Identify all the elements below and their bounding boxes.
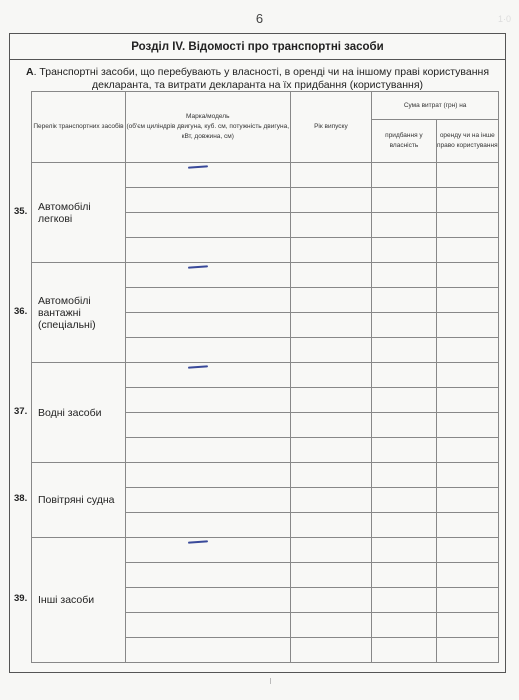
purchase-cell[interactable]	[372, 488, 436, 513]
category-number: 35.	[14, 205, 28, 217]
table-row	[32, 363, 499, 388]
rent-cell[interactable]	[436, 413, 498, 438]
purchase-cell[interactable]	[372, 388, 436, 413]
header-rent	[436, 120, 498, 163]
year-cell[interactable]	[290, 163, 372, 188]
year-cell[interactable]	[290, 213, 372, 238]
brand-cell[interactable]	[126, 313, 291, 338]
rent-cell[interactable]	[436, 163, 498, 188]
brand-cell[interactable]	[126, 563, 291, 588]
year-cell[interactable]	[290, 388, 372, 413]
rent-cell[interactable]	[436, 538, 498, 563]
purchase-cell[interactable]	[372, 338, 436, 363]
rent-cell[interactable]	[436, 613, 498, 638]
rent-cell[interactable]	[436, 488, 498, 513]
rent-cell[interactable]	[436, 463, 498, 488]
header-rent-label: оренду чи на інше право користування	[437, 132, 498, 149]
brand-cell[interactable]	[126, 463, 291, 488]
category-label: Автомобілі вантажні (спеціальні)	[38, 294, 96, 331]
header-purchase	[372, 120, 436, 163]
purchase-cell[interactable]	[372, 588, 436, 613]
header-brand-label: Марка/модель	[186, 113, 230, 120]
category-cell	[14, 163, 126, 263]
header-list	[32, 92, 126, 163]
category-number: 36.	[14, 305, 28, 317]
category-cell	[14, 463, 126, 538]
faint-page-mark: 1·0	[497, 14, 511, 24]
category-cell	[14, 538, 126, 663]
rent-cell[interactable]	[436, 363, 498, 388]
rent-cell[interactable]	[436, 513, 498, 538]
rent-cell[interactable]	[436, 438, 498, 463]
year-cell[interactable]	[290, 488, 372, 513]
purchase-cell[interactable]	[372, 638, 436, 663]
purchase-cell[interactable]	[372, 463, 436, 488]
year-cell[interactable]	[290, 563, 372, 588]
purchase-cell[interactable]	[372, 513, 436, 538]
handwritten-dash-mark	[188, 265, 208, 268]
brand-cell[interactable]	[126, 588, 291, 613]
header-expenses	[372, 92, 499, 120]
rent-cell[interactable]	[436, 238, 498, 263]
year-cell[interactable]	[290, 413, 372, 438]
year-cell[interactable]	[290, 638, 372, 663]
purchase-cell[interactable]	[372, 563, 436, 588]
header-year	[290, 92, 372, 163]
vehicles-table-body	[14, 163, 499, 663]
subheading-text: . Транспортні засоби, що перебувають у власності, в оренді чи на іншому праві користування декларанта, та витрати декларанта на їх придбання (користування)	[33, 66, 490, 91]
vehicles-table	[14, 91, 499, 663]
handwritten-dash-mark	[188, 365, 208, 368]
brand-cell[interactable]	[126, 338, 291, 363]
purchase-cell[interactable]	[372, 413, 436, 438]
subheading-letter: А	[25, 66, 34, 78]
rent-cell[interactable]	[436, 388, 498, 413]
category-number: 39.	[14, 593, 28, 604]
year-cell[interactable]	[290, 288, 372, 313]
table-row	[32, 163, 499, 188]
rent-cell[interactable]	[436, 588, 498, 613]
rent-cell[interactable]	[436, 213, 498, 238]
table-row	[32, 263, 499, 288]
header-brand-note: (об'єм циліндрів двигуна, куб. см, потужність двигуна, кВт, довжина, см)	[126, 123, 290, 140]
brand-cell[interactable]	[126, 513, 291, 538]
purchase-cell[interactable]	[372, 313, 436, 338]
year-cell[interactable]	[290, 363, 372, 388]
rent-cell[interactable]	[436, 263, 498, 288]
purchase-cell[interactable]	[372, 163, 436, 188]
brand-cell[interactable]	[126, 488, 291, 513]
handwritten-dash-mark	[188, 540, 208, 543]
year-cell[interactable]	[290, 513, 372, 538]
purchase-cell[interactable]	[372, 188, 436, 213]
header-brand	[126, 92, 291, 163]
brand-cell[interactable]	[126, 538, 291, 563]
brand-cell[interactable]	[126, 388, 291, 413]
rent-cell[interactable]	[436, 288, 498, 313]
brand-cell[interactable]	[126, 638, 291, 663]
table-row	[32, 538, 499, 563]
purchase-cell[interactable]	[372, 263, 436, 288]
purchase-cell[interactable]	[372, 438, 436, 463]
category-label: Повітряні судна	[38, 494, 115, 506]
purchase-cell[interactable]	[372, 213, 436, 238]
table-row	[32, 463, 499, 488]
year-cell[interactable]	[290, 613, 372, 638]
year-cell[interactable]	[290, 588, 372, 613]
purchase-cell[interactable]	[372, 538, 436, 563]
year-cell[interactable]	[290, 188, 372, 213]
year-cell[interactable]	[290, 538, 372, 563]
year-cell[interactable]	[290, 438, 372, 463]
category-number: 38.	[14, 493, 28, 504]
year-cell[interactable]	[290, 338, 372, 363]
category-cell	[14, 263, 126, 363]
brand-cell[interactable]	[126, 263, 291, 288]
purchase-cell[interactable]	[372, 238, 436, 263]
header-expenses-label: Сума витрат (грн) на	[403, 101, 467, 109]
section-subheading	[18, 66, 497, 92]
page-number: 6	[255, 11, 264, 26]
header-purchase-label: придбання у власність	[385, 132, 423, 149]
header-year-label: Рік випуску	[314, 123, 348, 130]
handwritten-dash-mark	[188, 165, 208, 168]
section-title: Розділ IV. Відомості про транспортні засоби	[10, 34, 505, 60]
brand-cell[interactable]	[126, 163, 291, 188]
rent-cell[interactable]	[436, 188, 498, 213]
year-cell[interactable]	[290, 313, 372, 338]
purchase-cell[interactable]	[372, 363, 436, 388]
header-list-label: Перелік транспортних засобів	[33, 123, 124, 130]
rent-cell[interactable]	[436, 563, 498, 588]
brand-cell[interactable]	[126, 613, 291, 638]
brand-cell[interactable]	[126, 413, 291, 438]
brand-cell[interactable]	[126, 363, 291, 388]
year-cell[interactable]	[290, 238, 372, 263]
category-label: Інші засоби	[38, 594, 95, 606]
brand-cell[interactable]	[126, 213, 291, 238]
year-cell[interactable]	[290, 263, 372, 288]
category-cell	[14, 363, 126, 463]
category-label: Водні засоби	[38, 406, 102, 419]
brand-cell[interactable]	[126, 288, 291, 313]
brand-cell[interactable]	[126, 438, 291, 463]
brand-cell[interactable]	[126, 188, 291, 213]
rent-cell[interactable]	[436, 638, 498, 663]
category-number: 37.	[14, 405, 28, 417]
year-cell[interactable]	[290, 463, 372, 488]
brand-cell[interactable]	[126, 238, 291, 263]
rent-cell[interactable]	[436, 338, 498, 363]
purchase-cell[interactable]	[372, 288, 436, 313]
scan-mark	[270, 678, 271, 684]
rent-cell[interactable]	[436, 313, 498, 338]
category-label: Автомобілі легкові	[38, 200, 91, 225]
purchase-cell[interactable]	[372, 613, 436, 638]
